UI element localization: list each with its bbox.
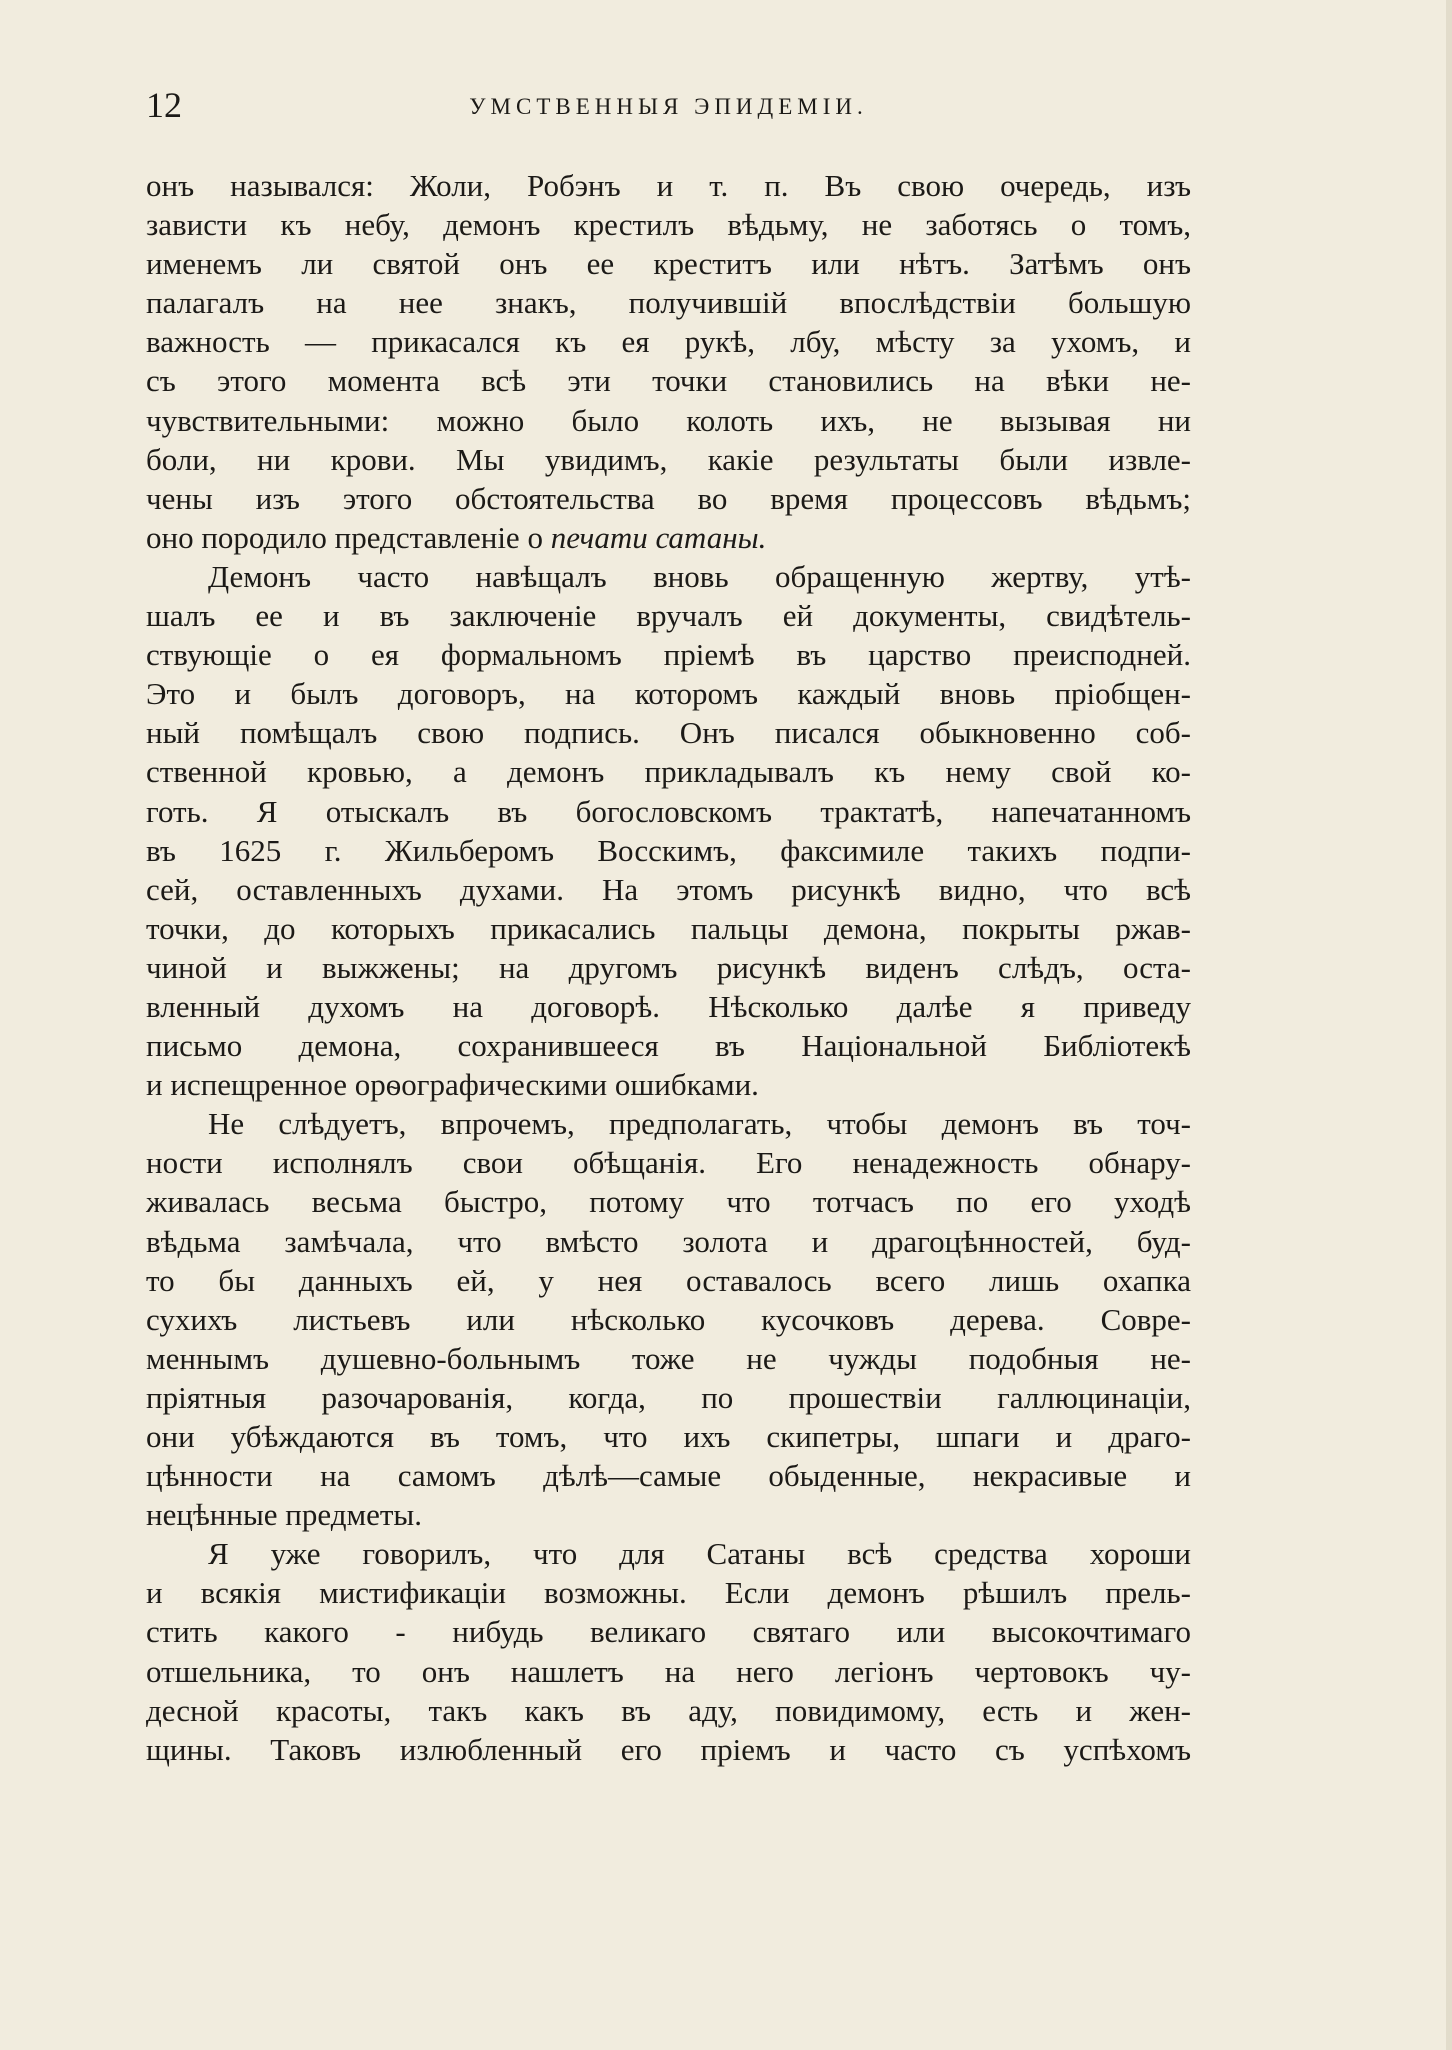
text-line: палагалъ на нее знакъ, получившій впослѣдствіи большую — [146, 285, 1191, 321]
text-line: важность — прикасался къ ея рукѣ, лбу, мѣсту за ухомъ, и — [146, 324, 1191, 360]
text-line: именемъ ли святой онъ ее креститъ или нѣтъ. Затѣмъ онъ — [146, 246, 1191, 282]
paragraph-3 — [146, 1104, 1191, 1534]
italic-term: печати сатаны. — [550, 519, 767, 555]
text-line: вленный духомъ на договорѣ. Нѣсколько далѣе я приведу — [146, 988, 1191, 1024]
page-header — [146, 80, 1191, 130]
text-run: оно породило представленіе о — [146, 519, 551, 555]
text-line: сей, оставленныхъ духами. На этомъ рисункѣ видно, что всѣ — [146, 871, 1191, 907]
text-line: въ 1625 г. Жильберомъ Восскимъ, факсимиле такихъ подпи- — [146, 832, 1191, 868]
text-line — [146, 518, 1191, 557]
text-line: чены изъ этого обстоятельства во время процессовъ вѣдьмъ; — [146, 480, 1191, 516]
text-line: живалась весьма быстро, потому что тотчасъ по его уходѣ — [146, 1184, 1191, 1220]
text-line: точки, до которыхъ прикасались пальцы демона, покрыты ржав- — [146, 910, 1191, 946]
text-line: онъ назывался: Жоли, Робэнъ и т. п. Въ свою очередь, изъ — [146, 168, 1191, 203]
text-line: чувствительными: можно было колоть ихъ, не вызывая ни — [146, 402, 1191, 438]
text-line: Это и былъ договоръ, на которомъ каждый вновь пріобщен- — [146, 676, 1191, 712]
text-line: стить какого - нибудь великаго святаго или высокочтимаго — [146, 1614, 1191, 1650]
text-line: Не слѣдуетъ, впрочемъ, предполагать, чтобы демонъ въ точ- — [208, 1106, 1191, 1142]
text-line: готь. Я отыскалъ въ богословскомъ трактатѣ, напечатанномъ — [146, 793, 1191, 829]
text-line: и всякія мистификаціи возможны. Если демонъ рѣшилъ прель- — [146, 1575, 1191, 1611]
body-text — [146, 166, 1191, 1769]
page-number: 12 — [146, 85, 182, 125]
paragraph-1 — [146, 166, 1191, 557]
text-line: чиной и выжжены; на другомъ рисункѣ виденъ слѣдъ, оста- — [146, 949, 1191, 985]
text-line: то бы данныхъ ей, у нея оставалось всего лишь охапка — [146, 1262, 1191, 1298]
text-line: шалъ ее и въ заключеніе вручалъ ей документы, свидѣтель- — [146, 598, 1191, 634]
text-line: зависти къ небу, демонъ крестилъ вѣдьму, не заботясь о томъ, — [146, 207, 1191, 243]
text-line: нецѣнные предметы. — [146, 1497, 423, 1533]
text-line: Демонъ часто навѣщалъ вновь обращенную жертву, утѣ- — [208, 558, 1191, 594]
text-line: вѣдьма замѣчала, что вмѣсто золота и драгоцѣнностей, буд- — [146, 1223, 1191, 1259]
text-line: ственной кровью, а демонъ прикладывалъ къ нему свой ко- — [146, 754, 1191, 790]
text-line: пріятныя разочарованія, когда, по прошествіи галлюцинаціи, — [146, 1379, 1191, 1415]
text-line: съ этого момента всѣ эти точки становились на вѣки не- — [146, 363, 1191, 399]
paragraph-2 — [146, 557, 1191, 1104]
text-line: щины. Таковъ излюбленный его пріемъ и часто съ успѣхомъ — [146, 1731, 1191, 1767]
running-title: УМСТВЕННЫЯ ЭПИДЕМІИ. — [469, 94, 868, 119]
text-line: они убѣждаются въ томъ, что ихъ скипетры, шпаги и драго- — [146, 1419, 1191, 1454]
text-line: ствующіе о ея формальномъ пріемѣ въ царство преисподней. — [146, 637, 1191, 673]
text-line: и испещренное орѳографическими ошибками. — [146, 1067, 759, 1103]
text-line: ности исполнялъ свои обѣщанія. Его ненадежность обнару- — [146, 1145, 1191, 1181]
text-line: десной красоты, такъ какъ въ аду, повидимому, есть и жен- — [146, 1692, 1191, 1728]
text-line: боли, ни крови. Мы увидимъ, какіе результаты были извле- — [146, 441, 1191, 477]
text-line: сухихъ листьевъ или нѣсколько кусочковъ дерева. Совре- — [146, 1301, 1191, 1337]
text-line: ный помѣщалъ свою подпись. Онъ писался обыкновенно соб- — [146, 715, 1191, 751]
page-edge — [1446, 0, 1452, 2050]
paragraph-4 — [146, 1534, 1191, 1769]
text-line: письмо демона, сохранившееся въ Національной Библіотекѣ — [146, 1028, 1191, 1064]
text-line: Я уже говорилъ, что для Сатаны всѣ средства хороши — [208, 1536, 1191, 1572]
text-line: меннымъ душевно-больнымъ тоже не чужды подобныя не- — [146, 1340, 1191, 1376]
text-line: отшельника, то онъ нашлетъ на него легіонъ чертовокъ чу- — [146, 1653, 1191, 1689]
text-line: цѣнности на самомъ дѣлѣ—самые обыденные, некрасивые и — [146, 1458, 1191, 1494]
